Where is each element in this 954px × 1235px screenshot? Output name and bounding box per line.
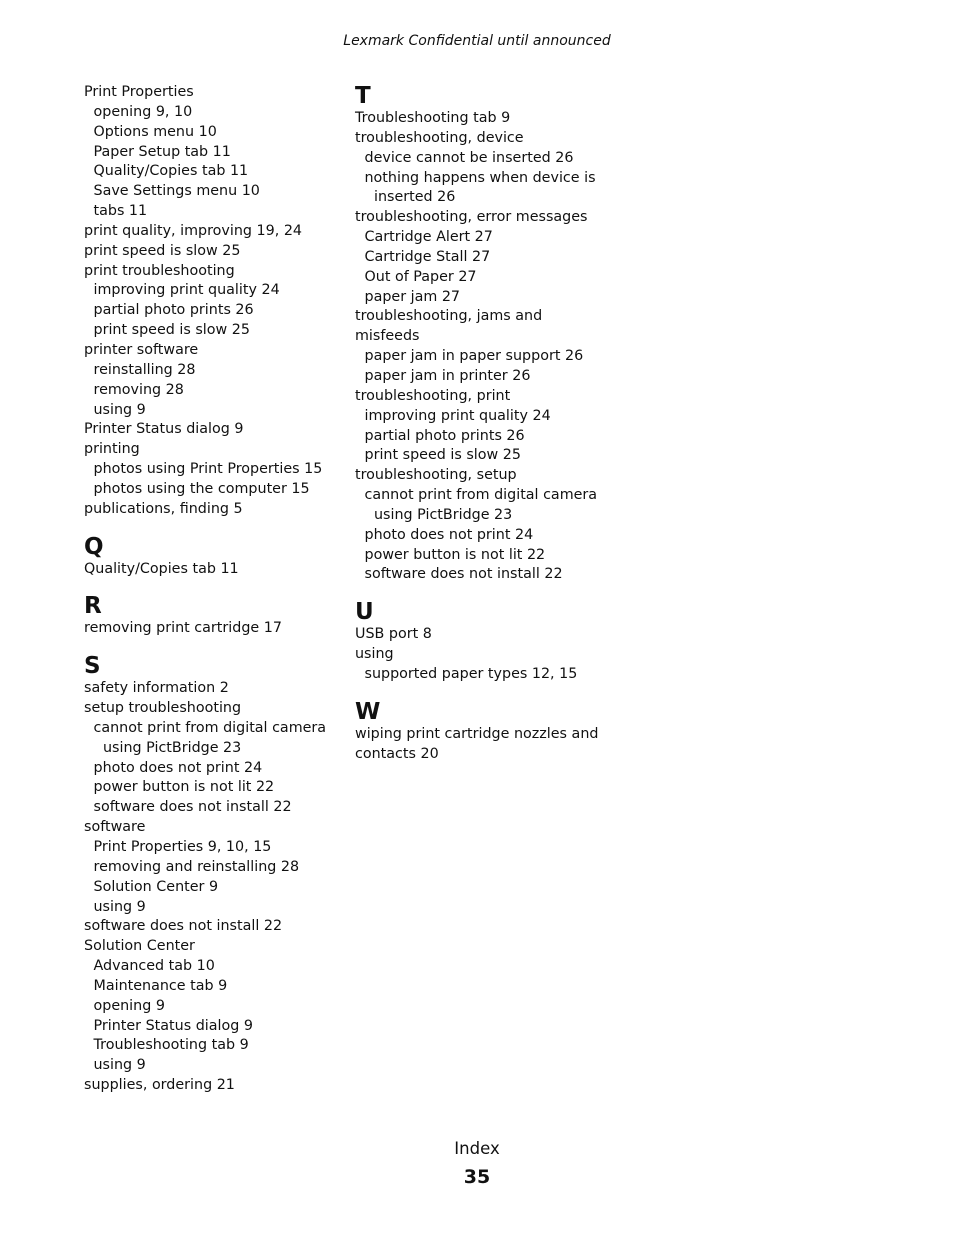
index-entry: Solution Center [84, 938, 195, 955]
section-gap [84, 579, 344, 593]
index-letter-heading: Q [84, 533, 104, 560]
index-subentry: using 9 [93, 898, 146, 915]
index-subentry: power button is not lit 22 [93, 779, 275, 796]
index-subentry: Print Properties 9, 10, 15 [93, 839, 272, 855]
index-subentry: paper jam in paper support 26 [364, 348, 584, 365]
index-entry: printing [84, 441, 140, 458]
index-subentry: opening 9 [93, 997, 165, 1014]
index-subentry: Solution Center 9 [93, 878, 219, 895]
index-letter-heading: S [84, 653, 101, 680]
index-letter-heading: W [355, 698, 381, 725]
index-subentry: Troubleshooting tab 9 [93, 1037, 249, 1054]
index-subentry: improving print quality 24 [364, 407, 551, 424]
index-entry: software [84, 819, 146, 836]
index-subentry: photo does not print 24 [364, 526, 534, 543]
index-entry: misfeeds [355, 328, 420, 345]
index-column-right [355, 83, 615, 764]
index-entry: Printer Status dialog 9 [84, 421, 244, 438]
index-subentry: removing and reinstalling 28 [93, 858, 300, 875]
index-subentry: print speed is slow 25 [93, 322, 250, 339]
index-subentry: device cannot be inserted 26 [364, 149, 574, 166]
index-subentry: Paper Setup tab 11 [93, 143, 231, 160]
index-subentry: removing 28 [93, 381, 184, 398]
index-subentry: reinstalling 28 [93, 361, 196, 378]
index-entry: troubleshooting, print [355, 387, 511, 404]
index-subentry: photos using the computer 15 [93, 480, 310, 497]
index-subentry: Advanced tab 10 [93, 958, 215, 975]
index-letter-heading: T [355, 83, 371, 109]
index-entry: removing print cartridge 17 [84, 620, 282, 637]
page-header: Lexmark Confidential until announced [343, 33, 611, 49]
section-gap [84, 639, 344, 653]
index-subentry: paper jam 27 [364, 288, 461, 305]
index-subentry: Options menu 10 [93, 123, 217, 140]
index-subentry: photos using Print Properties 15 [93, 461, 323, 478]
index-subentry: Maintenance tab 9 [93, 977, 228, 994]
section-gap [355, 685, 615, 699]
index-entry: troubleshooting, jams and [355, 308, 543, 325]
index-subentry: tabs 11 [93, 203, 148, 220]
index-subentry: using 9 [93, 401, 146, 418]
index-subentry: photo does not print 24 [93, 759, 263, 776]
index-entry: supplies, ordering 21 [84, 1077, 235, 1094]
index-subentry: software does not install 22 [364, 566, 563, 583]
index-subentry: print speed is slow 25 [364, 447, 521, 464]
index-subentry: improving print quality 24 [93, 282, 280, 299]
index-entry: using [355, 646, 394, 663]
index-subentry: cannot print from digital camera [93, 719, 327, 736]
index-letter-heading: R [84, 593, 102, 620]
index-entry: printer software [84, 341, 199, 358]
index-subentry: Quality/Copies tab 11 [93, 163, 249, 180]
index-letter-heading: U [355, 599, 374, 626]
index-entry: troubleshooting, error messages [355, 209, 588, 226]
index-subentry: partial photo prints 26 [93, 302, 254, 319]
index-subentry: partial photo prints 26 [364, 427, 525, 444]
index-entry: contacts 20 [355, 745, 439, 762]
index-entry: print speed is slow 25 [84, 242, 241, 259]
index-subentry: Cartridge Alert 27 [364, 229, 493, 246]
index-subentry: using PictBridge 23 [374, 506, 513, 523]
index-subentry: Save Settings menu 10 [93, 183, 260, 200]
index-column-left [84, 83, 344, 1096]
index-subentry: supported paper types 12, 15 [364, 665, 578, 682]
footer-section-label: Index [454, 1139, 500, 1158]
index-entry: Troubleshooting tab 9 [355, 110, 511, 126]
index-entry: print quality, improving 19, 24 [84, 222, 303, 239]
index-subentry: Cartridge Stall 27 [364, 248, 491, 265]
section-gap [355, 585, 615, 599]
index-entry: troubleshooting, setup [355, 467, 517, 484]
index-entry: USB port 8 [355, 626, 432, 643]
index-subentry: cannot print from digital camera [364, 487, 598, 504]
index-entry: Print Properties [84, 84, 194, 100]
index-entry: troubleshooting, device [355, 129, 524, 146]
index-entry: wiping print cartridge nozzles and [355, 725, 599, 742]
index-entry: software does not install 22 [84, 918, 283, 935]
section-gap [84, 520, 344, 534]
index-subentry: using PictBridge 23 [103, 739, 242, 756]
index-entry: publications, finding 5 [84, 500, 243, 517]
index-subentry: power button is not lit 22 [364, 546, 546, 563]
index-subentry: Out of Paper 27 [364, 268, 477, 285]
index-entry: setup troubleshooting [84, 700, 242, 717]
index-subentry: inserted 26 [374, 189, 456, 206]
index-entry: print troubleshooting [84, 262, 235, 279]
index-subentry: opening 9, 10 [93, 103, 193, 120]
index-subentry: using 9 [93, 1057, 146, 1074]
index-subentry: paper jam in printer 26 [364, 367, 531, 384]
page-number: 35 [463, 1166, 491, 1188]
index-subentry: Printer Status dialog 9 [93, 1017, 253, 1034]
index-subentry: software does not install 22 [93, 799, 292, 816]
index-entry: safety information 2 [84, 680, 229, 697]
index-subentry: nothing happens when device is [364, 169, 596, 186]
index-entry: Quality/Copies tab 11 [84, 560, 239, 577]
